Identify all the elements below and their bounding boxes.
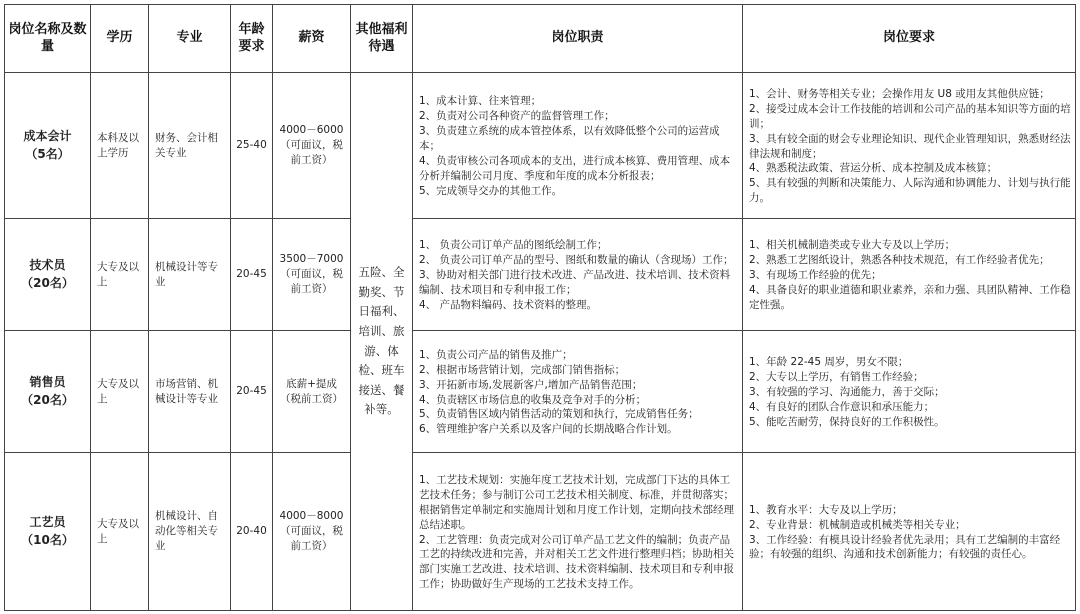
duty-item: 1、 负责公司订单产品的图纸绘制工作；: [419, 239, 608, 252]
age-cell: 20-45: [231, 331, 273, 453]
duty-item: 4、 产品物料编码、技术资料的整理。: [419, 298, 598, 311]
major-cell: 机械设计、自动化等相关专业: [149, 453, 231, 611]
duties-cell: [413, 73, 743, 219]
position-count: （20名）: [21, 392, 74, 407]
position-count: （10名）: [21, 532, 74, 547]
benefits-cell: 五险、全勤奖、节日福利、培训、旅游、体检、班车接送、餐补等。: [351, 73, 413, 611]
duty-item: 1、工艺技术规划：实施年度工艺技术计划，完成部门下达的具体工艺技术任务；参与制订公司工艺技术相关制度、标准，并贯彻落实；根据销售定单制定和实施周计划和月度工作计划，定期向技术部经理总结述职。: [419, 473, 734, 531]
requirement-item: 4、熟悉税法政策、营运分析、成本控制及成本核算；: [749, 162, 998, 175]
education-cell: 大专及以上: [91, 453, 149, 611]
salary-cell: 底薪+提成（税前工资）: [273, 331, 351, 453]
position-name: [5, 453, 91, 611]
position-title: 成本会计: [23, 129, 72, 144]
education-cell: 大专及以上: [91, 331, 149, 453]
job-table: [4, 4, 1076, 611]
header-major: 专业: [149, 5, 231, 73]
requirement-item: 4、具备良好的职业道德和职业素养，亲和力强、具团队精神、工作稳定性强。: [749, 283, 1071, 311]
duty-item: 3、开拓新市场,发展新客户,增加产品销售范围；: [419, 378, 643, 391]
header-row: [5, 5, 1076, 73]
education-cell: 本科及以上学历: [91, 73, 149, 219]
position-count: （20名）: [21, 275, 74, 290]
requirement-item: 4、有良好的团队合作意识和承压能力；: [749, 400, 935, 413]
salary-cell: 4000－6000（可面议，税前工资）: [273, 73, 351, 219]
header-duties: 岗位职责: [413, 5, 743, 73]
position-name: [5, 219, 91, 331]
major-cell: 机械设计等专业: [149, 219, 231, 331]
requirements-cell: [743, 453, 1076, 611]
table-row: [5, 453, 1076, 611]
requirement-item: 3、具有较全面的财会专业理论知识、现代企业管理知识，熟悉财经法律法规和制度；: [749, 132, 1071, 160]
requirement-item: 3、工作经验：有模具设计经验者优先录用；具有工艺编制的丰富经验；有较强的组织、沟通和技术创新能力；有较强的责任心。: [749, 533, 1061, 561]
requirement-item: 2、熟悉工艺图纸设计，熟悉各种技术规范，有工作经验者优先；: [749, 254, 1050, 267]
table-row: [5, 73, 1076, 219]
requirement-item: 2、专业背景：机械制造或机械类等相关专业；: [749, 518, 966, 531]
position-count: （5名）: [25, 146, 70, 161]
requirements-cell: [743, 219, 1076, 331]
age-cell: 20-45: [231, 219, 273, 331]
header-benefits: 其他福利待遇: [351, 5, 413, 73]
requirement-item: 3、有现场工作经验的优先；: [749, 269, 882, 282]
duty-item: 5、完成领导交办的其他工作。: [419, 184, 563, 197]
requirement-item: 2、大专以上学历，有销售工作经验；: [749, 371, 924, 384]
duty-item: 4、负责审核公司各项成本的支出，进行成本核算、费用管理、成本分析并编制公司月度、季度和年度的成本分析报表；: [419, 154, 731, 182]
requirements-cell: [743, 73, 1076, 219]
requirement-item: 1、教育水平：大专及以上学历；: [749, 503, 903, 516]
duty-item: 6、管理维护客户关系以及客户间的长期战略合作计划。: [419, 423, 678, 436]
duty-item: 3、负责建立系统的成本管控体系，以有效降低整个公司的运营成本；: [419, 125, 720, 153]
duty-item: 1、负责公司产品的销售及推广；: [419, 348, 573, 361]
duty-item: 3、协助对相关部门进行技术改进、产品改进、技术培训、技术资料编制、技术项目和专利申报工作；: [419, 269, 731, 296]
requirement-item: 5、能吃苦耐劳，保持良好的工作积极性。: [749, 415, 945, 428]
requirement-item: 2、接受过成本会计工作技能的培训和公司产品的基本知识等方面的培训；: [749, 102, 1071, 130]
table-row: [5, 331, 1076, 453]
requirement-item: 1、年龄 22-45 周岁，男女不限；: [749, 356, 909, 369]
requirement-item: 1、会计、财务等相关专业；会操作用友 U8 或用友其他供应链；: [749, 87, 1050, 100]
duty-item: 2、 负责公司订单产品的型号、图纸和数量的确认（含现场）工作；: [419, 254, 734, 267]
position-name: [5, 331, 91, 453]
duties-cell: [413, 453, 743, 611]
duty-item: 2、根据市场营销计划，完成部门销售指标；: [419, 363, 626, 376]
age-cell: 20-40: [231, 453, 273, 611]
salary-cell: 4000－8000（可面议，税前工资）: [273, 453, 351, 611]
duties-cell: [413, 219, 743, 331]
header-requirements: 岗位要求: [743, 5, 1076, 73]
major-cell: 市场营销、机械设计等专业: [149, 331, 231, 453]
position-title: 工艺员: [29, 515, 66, 530]
header-name: 岗位名称及数量: [5, 5, 91, 73]
requirements-cell: [743, 331, 1076, 453]
duty-item: 4、负责辖区市场信息的收集及竞争对手的分析；: [419, 393, 647, 406]
duty-item: 2、负责对公司各种资产的监督管理工作；: [419, 110, 615, 123]
duty-item: 1、成本计算、往来管理；: [419, 95, 542, 108]
duty-item: 5、负责销售区域内销售活动的策划和执行，完成销售任务；: [419, 408, 699, 421]
age-cell: 25-40: [231, 73, 273, 219]
table-row: [5, 219, 1076, 331]
education-cell: 大专及以上: [91, 219, 149, 331]
position-name: [5, 73, 91, 219]
header-age: 年龄要求: [231, 5, 273, 73]
header-salary: 薪资: [273, 5, 351, 73]
position-title: 销售员: [29, 375, 66, 390]
salary-cell: 3500－7000（可面议，税前工资）: [273, 219, 351, 331]
requirement-item: 3、有较强的学习、沟通能力，善于交际；: [749, 386, 945, 399]
duties-cell: [413, 331, 743, 453]
position-title: 技术员: [29, 258, 66, 273]
requirement-item: 5、具有较强的判断和决策能力、人际沟通和协调能力、计划与执行能力。: [749, 177, 1071, 205]
requirement-item: 1、相关机械制造类或专业大专及以上学历；: [749, 239, 956, 252]
major-cell: 财务、会计相关专业: [149, 73, 231, 219]
duty-item: 2、工艺管理：负责完成对公司订单产品工艺文件的编制；负责产品工艺的持续改进和完善，并对相关工艺文件进行整理归档；协助相关部门实施工艺改进、技术培训、技术资料编制、技术项目和专利申报工作；协助做好生产现场的工艺技术支持工作。: [419, 533, 734, 591]
header-education: 学历: [91, 5, 149, 73]
